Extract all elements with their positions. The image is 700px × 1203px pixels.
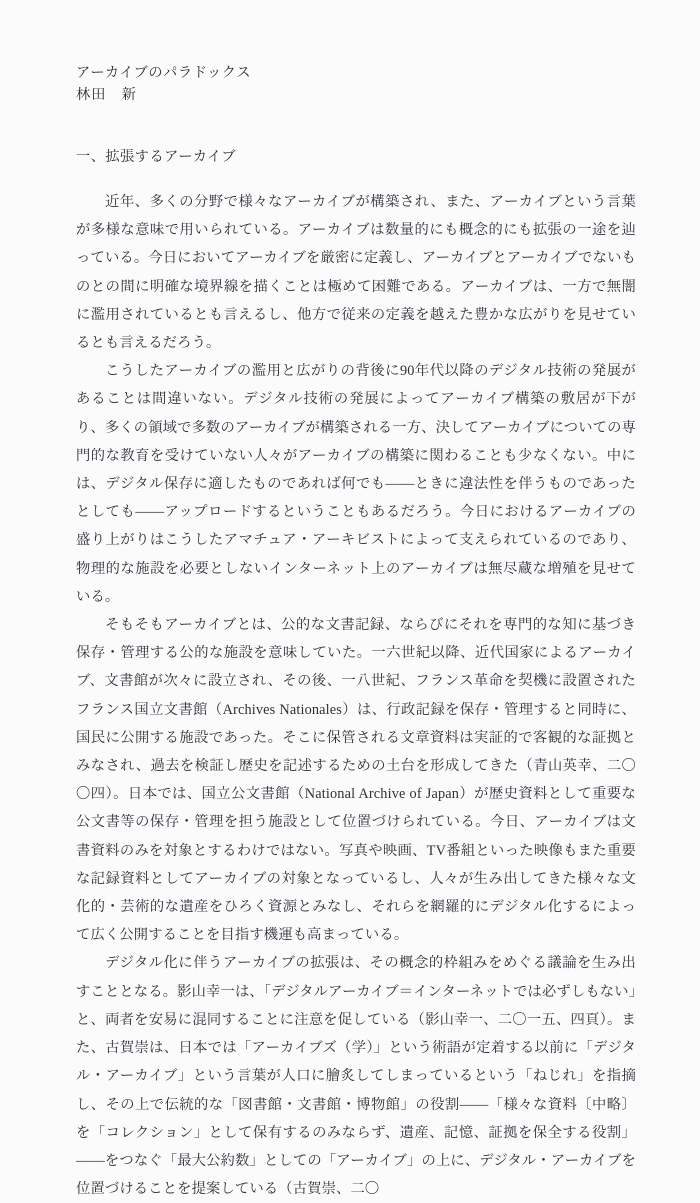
document-author: 林田 新 — [76, 87, 137, 103]
body-paragraph: 近年、多くの分野で様々なアーカイブが構築され、また、アーカイブという言葉が多様な意味で用いられている。アーカイブは数量的にも概念的にも拡張の一途を辿っている。今日においてアーカイブを厳密に定義し、アーカイブとアーカイブでないものとの間に明確な境界線を描くことは極めて困難である。アーカイブは、一方で無闇に濫用されているとも言えるし、他方で従来の定義を越えた豊かな広がりを見せているとも言えるだろう。 — [76, 194, 636, 352]
body-paragraph: こうしたアーカイブの濫用と広がりの背後に90年代以降のデジタル技術の発展があることは間違いない。デジタル技術の発展によってアーカイブ構築の敷居が下がり、多くの領域で多数のアーカイブが構築される一方、決してアーカイブについての専門的な教育を受けていない人々がアーカイブの構築に関わることも少なくない。中には、デジタル保存に適したものであれば何でも——ときに違法性を伴うものであったとしても——アップロードするということもあるだろう。今日におけるアーカイブの盛り上がりはこうしたアマチュア・アーキビストによって支えられているのであり、物理的な施設を必要としないインターネット上のアーカイブは無尽蔵な増殖を見せている。 — [76, 363, 636, 605]
body-paragraph: デジタル化に伴うアーカイブの拡張は、その概念的枠組みをめぐる議論を生み出すこととなる。影山幸一は、「デジタルアーカイブ＝インターネットでは必ずしもない」と、両者を安易に混同することに注意を促している（影山幸一、二〇一五、四頁）。また、古賀崇は、日本では「アーカイブズ（学）」という術語が定着する以前に「デジタル・アーカイブ」という言葉が人口に膾炙してしまっているという「ねじれ」を指摘し、その上で伝統的な「図書館・文書館・博物館」の役割——「様々な資料〔中略〕を「コレクション」として保有するのみならず、遺産、記憶、証拠を保全する役割」——をつなぐ「最大公約数」としての「アーカイブ」の上に、デジタル・アーカイブを位置づけることを提案している（古賀崇、二〇 — [76, 955, 636, 1198]
section-heading: 一、拡張するアーカイブ — [76, 149, 237, 165]
document-body — [76, 188, 636, 1203]
page-title: アーカイブのパラドックス — [76, 65, 252, 81]
body-paragraph: そもそもアーカイブとは、公的な文書記録、ならびにそれを専門的な知に基づき保存・管理する公的な施設を意味していた。一六世紀以降、近代国家によるアーカイブ、文書館が次々に設立され、その後、一八世紀、フランス革命を契機に設置されたフランス国立文書館（Archives Nationales）は、行政記録を保存・管理すると同時に、国民に公開する施設であった。そこに保管される文章資料は実証的で客観的な証拠とみなされ、過去を検証し歴史を記述するための土台を形成してきた（青山英幸、二〇〇四）。日本では、国立公文書館（National Archive of Japan）が歴史資料として重要な公文書等の保存・管理を担う施設として位置づけられている。今日、アーカイブは文書資料のみを対象とするわけではない。写真や映画、TV番組といった映像もまた重要な記録資料としてアーカイブの対象となっているし、人々が生み出してきた様々な文化的・芸術的な遺産をひろく資源とみなし、それらを網羅的にデジタル化するによって広く公開することを目指す機運も高まっている。 — [76, 617, 636, 944]
document-header — [76, 62, 636, 106]
